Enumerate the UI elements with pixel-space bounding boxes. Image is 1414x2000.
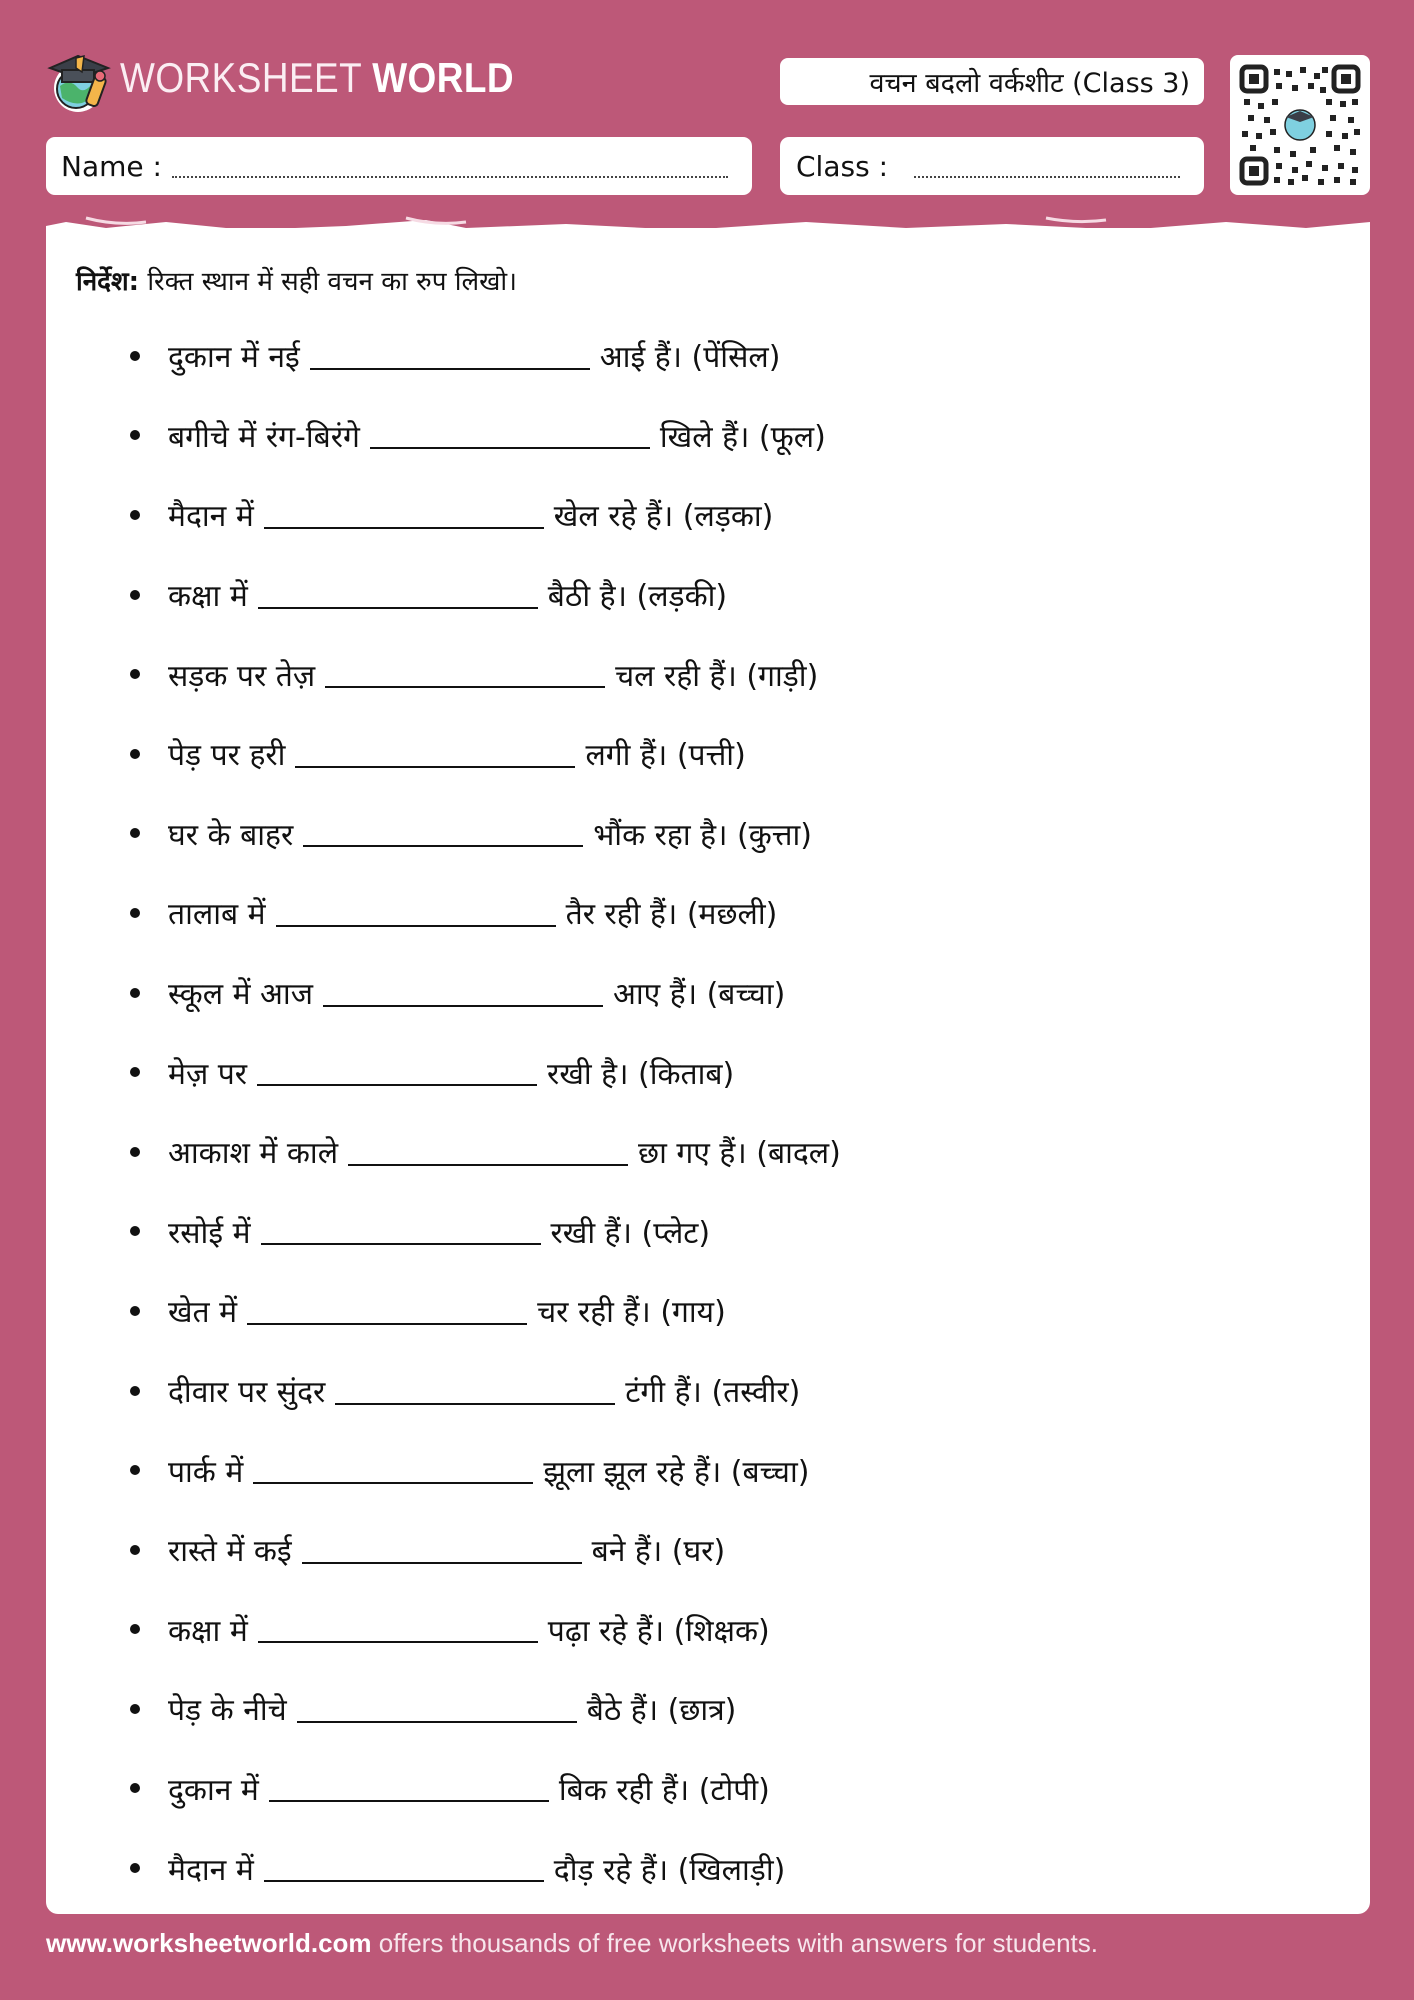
brand-light-text: WORKSHEET bbox=[120, 54, 362, 101]
bullet-icon bbox=[130, 1306, 140, 1316]
question-item bbox=[130, 634, 841, 714]
question-after: बैठी है। (लड़की) bbox=[547, 579, 728, 615]
question-item bbox=[130, 1430, 841, 1510]
question-before: दीवार पर सुंदर bbox=[168, 1375, 326, 1411]
bullet-icon bbox=[130, 828, 140, 838]
question-item bbox=[130, 714, 841, 794]
question-item bbox=[130, 1510, 841, 1590]
bullet-icon bbox=[130, 1067, 140, 1077]
answer-blank[interactable] bbox=[247, 1297, 527, 1325]
qr-code bbox=[1230, 55, 1370, 195]
question-item bbox=[130, 316, 841, 396]
graduation-globe-icon bbox=[46, 42, 114, 114]
question-after: चर रही हैं। (गाय) bbox=[537, 1295, 726, 1331]
answer-blank[interactable] bbox=[370, 421, 650, 449]
question-after: चल रही हैं। (गाड़ी) bbox=[615, 658, 819, 694]
class-label: Class : bbox=[796, 149, 888, 183]
bullet-icon bbox=[130, 1624, 140, 1634]
answer-blank[interactable] bbox=[323, 979, 603, 1007]
worksheet-title: वचन बदलो वर्कशीट (Class 3) bbox=[869, 68, 1190, 99]
question-item bbox=[130, 953, 841, 1033]
question-list bbox=[130, 316, 841, 1908]
brand-bold-text: WORLD bbox=[372, 54, 515, 101]
question-item bbox=[130, 1112, 841, 1192]
bullet-icon bbox=[130, 988, 140, 998]
answer-blank[interactable] bbox=[297, 1695, 577, 1723]
bullet-icon bbox=[130, 1147, 140, 1157]
bullet-icon bbox=[130, 510, 140, 520]
footer-text: offers thousands of free worksheets with answers for students. bbox=[371, 1928, 1098, 1958]
answer-blank[interactable] bbox=[348, 1138, 628, 1166]
question-before: घर के बाहर bbox=[168, 817, 294, 853]
question-after: लगी हैं। (पत्ती) bbox=[585, 738, 746, 774]
question-item bbox=[130, 1351, 841, 1431]
answer-blank[interactable] bbox=[335, 1377, 615, 1405]
question-item bbox=[130, 794, 841, 874]
bullet-icon bbox=[130, 1465, 140, 1475]
question-after: झूला झूल रहे हैं। (बच्चा) bbox=[543, 1454, 810, 1490]
bullet-icon bbox=[130, 749, 140, 759]
question-item bbox=[130, 1669, 841, 1749]
question-before: रसोई में bbox=[168, 1215, 251, 1251]
name-label: Name : bbox=[61, 149, 162, 183]
bullet-icon bbox=[130, 1226, 140, 1236]
question-before: खेत में bbox=[168, 1295, 238, 1331]
question-item bbox=[130, 1192, 841, 1272]
question-after: आए हैं। (बच्चा) bbox=[612, 977, 786, 1013]
instruction-text: रिक्त स्थान में सही वचन का रुप लिखो। bbox=[147, 267, 517, 297]
question-after: आई हैं। (पेंसिल) bbox=[599, 340, 781, 376]
question-item bbox=[130, 1032, 841, 1112]
question-before: पेड़ के नीचे bbox=[168, 1693, 287, 1729]
bullet-icon bbox=[130, 1704, 140, 1714]
question-before: दुकान में bbox=[168, 1772, 259, 1808]
bullet-icon bbox=[130, 1386, 140, 1396]
bullet-icon bbox=[130, 351, 140, 361]
class-field[interactable] bbox=[780, 137, 1204, 195]
question-before: तालाब में bbox=[168, 897, 266, 933]
answer-blank[interactable] bbox=[253, 1456, 533, 1484]
question-after: भौंक रहा है। (कुत्ता) bbox=[593, 817, 812, 853]
qr-code-icon bbox=[1230, 55, 1370, 195]
answer-blank[interactable] bbox=[310, 342, 590, 370]
question-before: रास्ते में कई bbox=[168, 1534, 292, 1570]
bullet-icon bbox=[130, 669, 140, 679]
question-before: पार्क में bbox=[168, 1454, 244, 1490]
question-before: स्कूल में आज bbox=[168, 977, 313, 1013]
question-before: पेड़ पर हरी bbox=[168, 738, 286, 774]
answer-blank[interactable] bbox=[303, 819, 583, 847]
name-field[interactable] bbox=[46, 137, 752, 195]
answer-blank[interactable] bbox=[258, 1615, 538, 1643]
answer-blank[interactable] bbox=[295, 740, 575, 768]
name-input-line[interactable] bbox=[172, 154, 728, 178]
footer bbox=[46, 1928, 1098, 1959]
bullet-icon bbox=[130, 1863, 140, 1873]
question-item bbox=[130, 396, 841, 476]
bullet-icon bbox=[130, 1783, 140, 1793]
question-before: कक्षा में bbox=[168, 1613, 248, 1649]
answer-blank[interactable] bbox=[258, 581, 538, 609]
answer-blank[interactable] bbox=[261, 1217, 541, 1245]
question-after: खेल रहे हैं। (लड़का) bbox=[553, 499, 774, 535]
answer-blank[interactable] bbox=[269, 1774, 549, 1802]
brand-name bbox=[120, 54, 514, 102]
question-after: तैर रही हैं। (मछली) bbox=[565, 897, 778, 933]
question-item bbox=[130, 1749, 841, 1829]
question-before: मैदान में bbox=[168, 1852, 254, 1888]
instruction bbox=[76, 262, 517, 298]
answer-blank[interactable] bbox=[264, 501, 544, 529]
bullet-icon bbox=[130, 908, 140, 918]
question-after: छा गए हैं। (बादल) bbox=[638, 1136, 841, 1172]
question-item bbox=[130, 555, 841, 635]
question-after: बैठे हैं। (छात्र) bbox=[586, 1693, 737, 1729]
bullet-icon bbox=[130, 1545, 140, 1555]
instruction-label: निर्देश: bbox=[76, 267, 140, 297]
worksheet-title-box bbox=[780, 58, 1204, 105]
question-after: रखी है। (किताब) bbox=[547, 1056, 735, 1092]
question-after: पढ़ा रहे हैं। (शिक्षक) bbox=[547, 1613, 770, 1649]
question-after: बिक रही हैं। (टोपी) bbox=[558, 1772, 770, 1808]
question-item bbox=[130, 475, 841, 555]
question-before: कक्षा में bbox=[168, 579, 248, 615]
question-before: मैदान में bbox=[168, 499, 254, 535]
question-item bbox=[130, 1590, 841, 1670]
question-after: रखी हैं। (प्लेट) bbox=[550, 1215, 711, 1251]
answer-blank[interactable] bbox=[257, 1058, 537, 1086]
question-after: दौड़ रहे हैं। (खिलाड़ी) bbox=[553, 1852, 786, 1888]
brand-logo bbox=[46, 42, 568, 114]
torn-paper-edge bbox=[46, 212, 1370, 242]
answer-blank[interactable] bbox=[302, 1536, 582, 1564]
answer-blank[interactable] bbox=[264, 1854, 544, 1882]
footer-link[interactable]: www.worksheetworld.com bbox=[46, 1928, 372, 1958]
question-before: दुकान में नई bbox=[168, 340, 300, 376]
question-item bbox=[130, 1271, 841, 1351]
answer-blank[interactable] bbox=[276, 899, 556, 927]
question-before: मेज़ पर bbox=[168, 1056, 248, 1092]
question-after: टंगी हैं। (तस्वीर) bbox=[625, 1375, 801, 1411]
question-before: सड़क पर तेज़ bbox=[168, 658, 316, 694]
question-item bbox=[130, 873, 841, 953]
question-before: आकाश में काले bbox=[168, 1136, 339, 1172]
class-input-line[interactable] bbox=[914, 154, 1180, 178]
question-item bbox=[130, 1828, 841, 1908]
question-after: बने हैं। (घर) bbox=[591, 1534, 726, 1570]
question-after: खिले हैं। (फूल) bbox=[659, 419, 826, 455]
question-before: बगीचे में रंग-बिरंगे bbox=[168, 419, 360, 455]
bullet-icon bbox=[130, 590, 140, 600]
answer-blank[interactable] bbox=[325, 660, 605, 688]
bullet-icon bbox=[130, 430, 140, 440]
